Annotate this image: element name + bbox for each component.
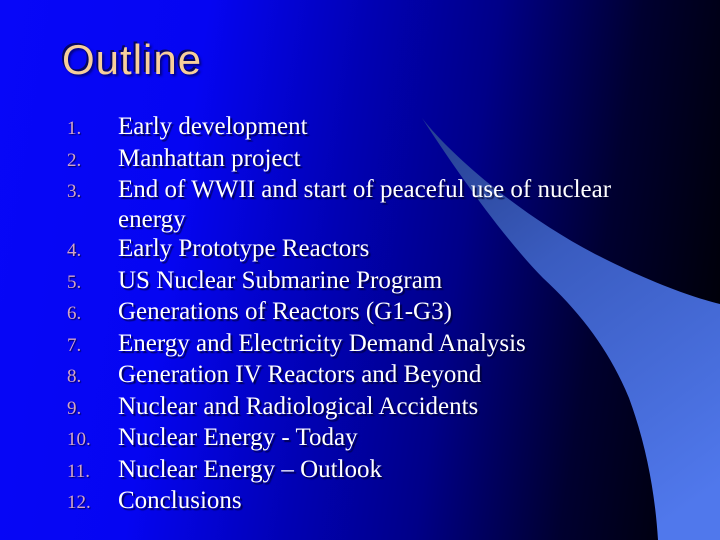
list-item-number: 11. (67, 460, 91, 482)
list-item-text: Early Prototype Reactors (118, 235, 370, 262)
list-item (67, 234, 623, 266)
list-item (67, 144, 623, 176)
outline-list (67, 112, 623, 518)
list-item-text: Generation IV Reactors and Beyond (118, 361, 482, 388)
list-item-text: End of WWII and start of peaceful use of nuclear energy (118, 176, 612, 233)
list-item-number: 5. (67, 271, 82, 293)
list-item (67, 329, 623, 361)
list-item-number: 9. (67, 397, 82, 419)
list-item (67, 360, 623, 392)
list-item-text: Nuclear Energy – Outlook (118, 455, 383, 483)
list-item-text: Manhattan project (118, 144, 301, 172)
list-item (67, 423, 623, 455)
list-item (67, 266, 623, 298)
list-item-number: 6. (67, 303, 82, 324)
list-item (67, 486, 623, 518)
list-item (67, 175, 623, 234)
list-item-text: Generations of Reactors (G1-G3) (118, 298, 452, 325)
list-item (67, 455, 623, 487)
slide-title: Outline (62, 36, 203, 83)
list-item-text: US Nuclear Submarine Program (118, 266, 443, 294)
list-item (67, 112, 623, 144)
list-item-number: 3. (67, 181, 82, 202)
list-item-text: Conclusions (118, 487, 242, 514)
list-item-number: 7. (67, 334, 82, 356)
list-item-text: Energy and Electricity Demand Analysis (118, 329, 526, 357)
list-item-number: 1. (67, 118, 82, 139)
list-item-number: 2. (67, 149, 82, 171)
list-item (67, 297, 623, 329)
list-item-text: Nuclear and Radiological Accidents (118, 392, 479, 420)
list-item-number: 10. (67, 429, 91, 450)
list-item (67, 392, 623, 424)
list-item-text: Early development (118, 113, 308, 140)
list-item-number: 4. (67, 240, 82, 261)
list-item-number: 12. (67, 492, 91, 513)
list-item-text: Nuclear Energy - Today (118, 424, 358, 451)
list-item-number: 8. (67, 366, 82, 387)
